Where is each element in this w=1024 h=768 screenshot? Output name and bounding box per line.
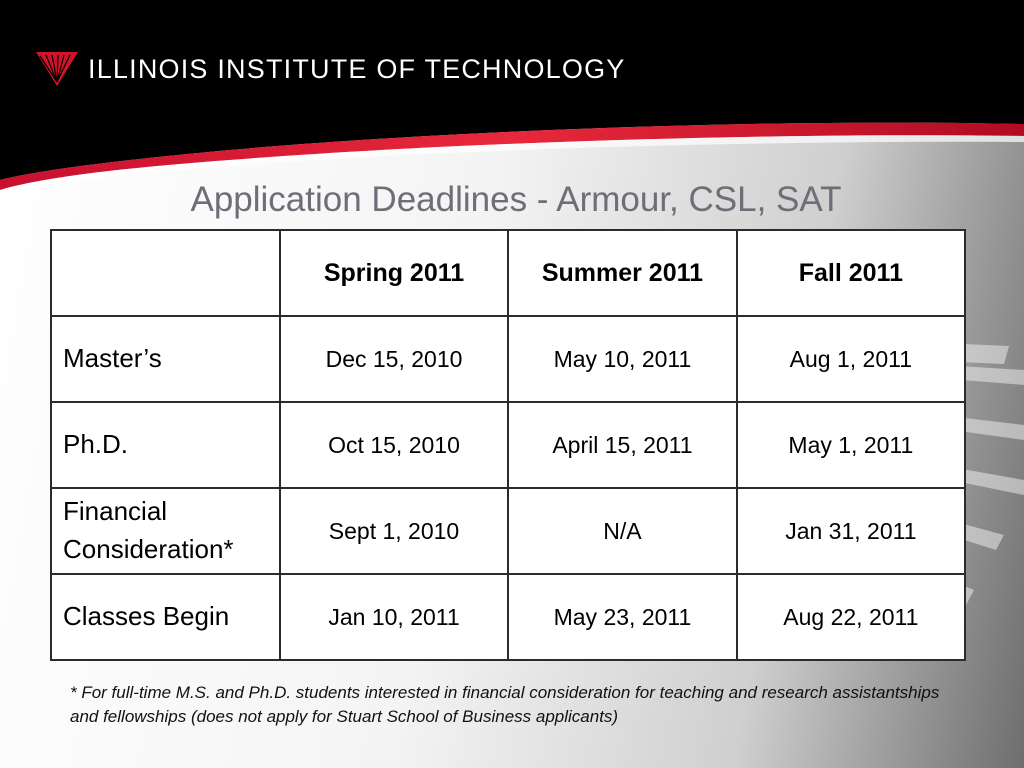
table-cell: Jan 31, 2011 xyxy=(737,488,965,574)
table-cell: May 10, 2011 xyxy=(508,316,736,402)
table-row xyxy=(51,574,965,660)
table-row xyxy=(51,316,965,402)
table-row xyxy=(51,402,965,488)
table-header-cell: Summer 2011 xyxy=(508,230,736,316)
row-label: Financial Consideration* xyxy=(51,488,280,574)
table-cell: Aug 1, 2011 xyxy=(737,316,965,402)
deadlines-table xyxy=(50,229,966,661)
footnote: * For full-time M.S. and Ph.D. students interested in financial consideration for teaching and research assistantships and fellowships (does not apply for Stuart School of Business applicants) xyxy=(70,683,940,726)
table-cell: Sept 1, 2010 xyxy=(280,488,508,574)
table-header-cell xyxy=(51,230,280,316)
header-band xyxy=(0,0,1024,200)
table-cell: Aug 22, 2011 xyxy=(737,574,965,660)
table-header-row xyxy=(51,230,965,316)
table-row xyxy=(51,488,965,574)
row-label: Classes Begin xyxy=(51,574,280,660)
table-cell: Dec 15, 2010 xyxy=(280,316,508,402)
table-header-cell: Spring 2011 xyxy=(280,230,508,316)
table-cell: May 23, 2011 xyxy=(508,574,736,660)
table-cell: N/A xyxy=(508,488,736,574)
brand xyxy=(36,52,625,86)
brand-name: ILLINOIS INSTITUTE OF TECHNOLOGY xyxy=(88,53,626,84)
row-label: Ph.D. xyxy=(51,402,280,488)
row-label: Master’s xyxy=(51,316,280,402)
slide-title: Application Deadlines - Armour, CSL, SAT xyxy=(190,180,842,219)
table-header-cell: Fall 2011 xyxy=(737,230,965,316)
table-cell: Oct 15, 2010 xyxy=(280,402,508,488)
iit-logo-icon xyxy=(36,52,78,86)
table-cell: May 1, 2011 xyxy=(737,402,965,488)
table-cell: April 15, 2011 xyxy=(508,402,736,488)
table-cell: Jan 10, 2011 xyxy=(280,574,508,660)
